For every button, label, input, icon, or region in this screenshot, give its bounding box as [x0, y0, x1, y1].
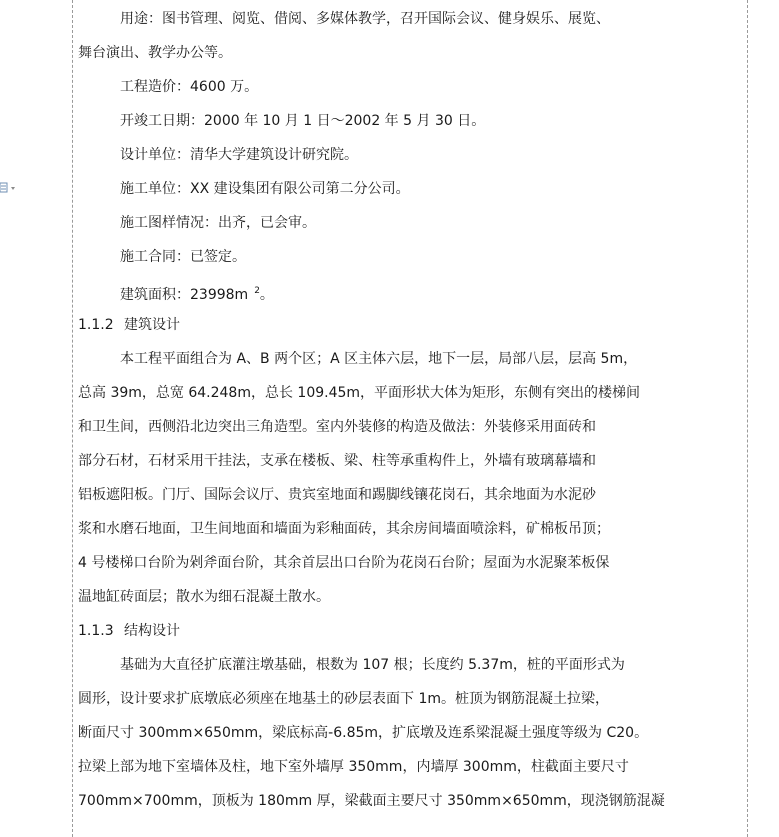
- builder-line: 施工单位：XX 建设集团有限公司第二分公司。: [120, 181, 410, 197]
- right-margin-guide: [747, 0, 748, 837]
- arch-paragraph-line: 和卫生间，西侧沿北边突出三角造型。室内外装修的构造及做法：外装修采用面砖和: [78, 419, 596, 435]
- struct-paragraph-line: 圆形，设计要求扩底墩底必须座在地基土的砂层表面下 1m。桩顶为钢筋混凝土拉梁，: [78, 691, 609, 707]
- drawings-line: 施工图样情况：出齐，已会审。: [120, 215, 316, 231]
- usage-line-2: 舞台演出、教学办公等。: [78, 45, 232, 61]
- paragraph-anchor-icon[interactable]: [0, 180, 16, 194]
- cost-line: 工程造价：4600 万。: [120, 79, 259, 95]
- arch-paragraph-line: 温地缸砖面层；散水为细石混凝土散水。: [78, 589, 330, 605]
- arch-paragraph-line: 铝板遮阳板。门厅、国际会议厅、贵宾室地面和踢脚线镶花岗石，其余地面为水泥砂: [78, 487, 596, 503]
- arch-paragraph-line: 总高 39m，总宽 64.248m，总长 109.45m，平面形状大体为矩形，东侧有突出的楼梯间: [78, 385, 641, 401]
- section-number: 1.1.3: [78, 623, 114, 639]
- area-end: 。: [259, 287, 274, 303]
- struct-paragraph-line: 700mm×700mm，顶板为 180mm 厚，梁截面主要尺寸 350mm×650mm，现浇钢筋混凝: [78, 793, 665, 809]
- struct-paragraph-line: 拉梁上部为地下室墙体及柱，地下室外墙厚 350mm，内墙厚 300mm，柱截面主要尺寸: [78, 759, 629, 775]
- section-title: 结构设计: [124, 623, 180, 639]
- struct-paragraph-line: 断面尺寸 300mm×650mm，梁底标高-6.85m，扩底墩及连系梁混凝土强度等级为 C20。: [78, 725, 649, 741]
- section-number: 1.1.2: [78, 317, 114, 333]
- arch-paragraph-line: 浆和水磨石地面，卫生间地面和墙面为彩釉面砖，其余房间墙面喷涂料，矿棉板吊顶；: [78, 521, 610, 537]
- left-margin-guide: [72, 0, 73, 837]
- arch-paragraph-line: 本工程平面组合为 A、B 两个区；A 区主体六层，地下一层，局部八层，层高 5m，: [120, 351, 638, 367]
- designer-line: 设计单位：清华大学建筑设计研究院。: [120, 147, 358, 163]
- arch-paragraph-line: 部分石材，石材采用干挂法，支承在楼板、梁、柱等承重构件上，外墙有玻璃幕墙和: [78, 453, 596, 469]
- arch-paragraph-line: 4 号楼梯口台阶为剁斧面台阶，其余首层出口台阶为花岗石台阶；屋面为水泥聚苯板保: [78, 555, 610, 571]
- usage-line-1: 用途：图书管理、阅览、借阅、多媒体教学，召开国际会议、健身娱乐、展览、: [120, 11, 610, 27]
- struct-paragraph-line: 基础为大直径扩底灌注墩基础，根数为 107 根；长度约 5.37m，桩的平面形式为: [120, 657, 625, 673]
- dates-line: 开竣工日期：2000 年 10 月 1 日～2002 年 5 月 30 日。: [120, 113, 486, 129]
- section-heading-structure: [78, 620, 180, 642]
- section-title: 建筑设计: [124, 317, 180, 333]
- section-heading-architecture: [78, 314, 180, 336]
- area-line: [120, 280, 274, 302]
- area-text: 建筑面积：23998m: [120, 287, 249, 303]
- area-superscript: 2: [254, 286, 260, 296]
- contract-line: 施工合同：已签定。: [120, 249, 246, 265]
